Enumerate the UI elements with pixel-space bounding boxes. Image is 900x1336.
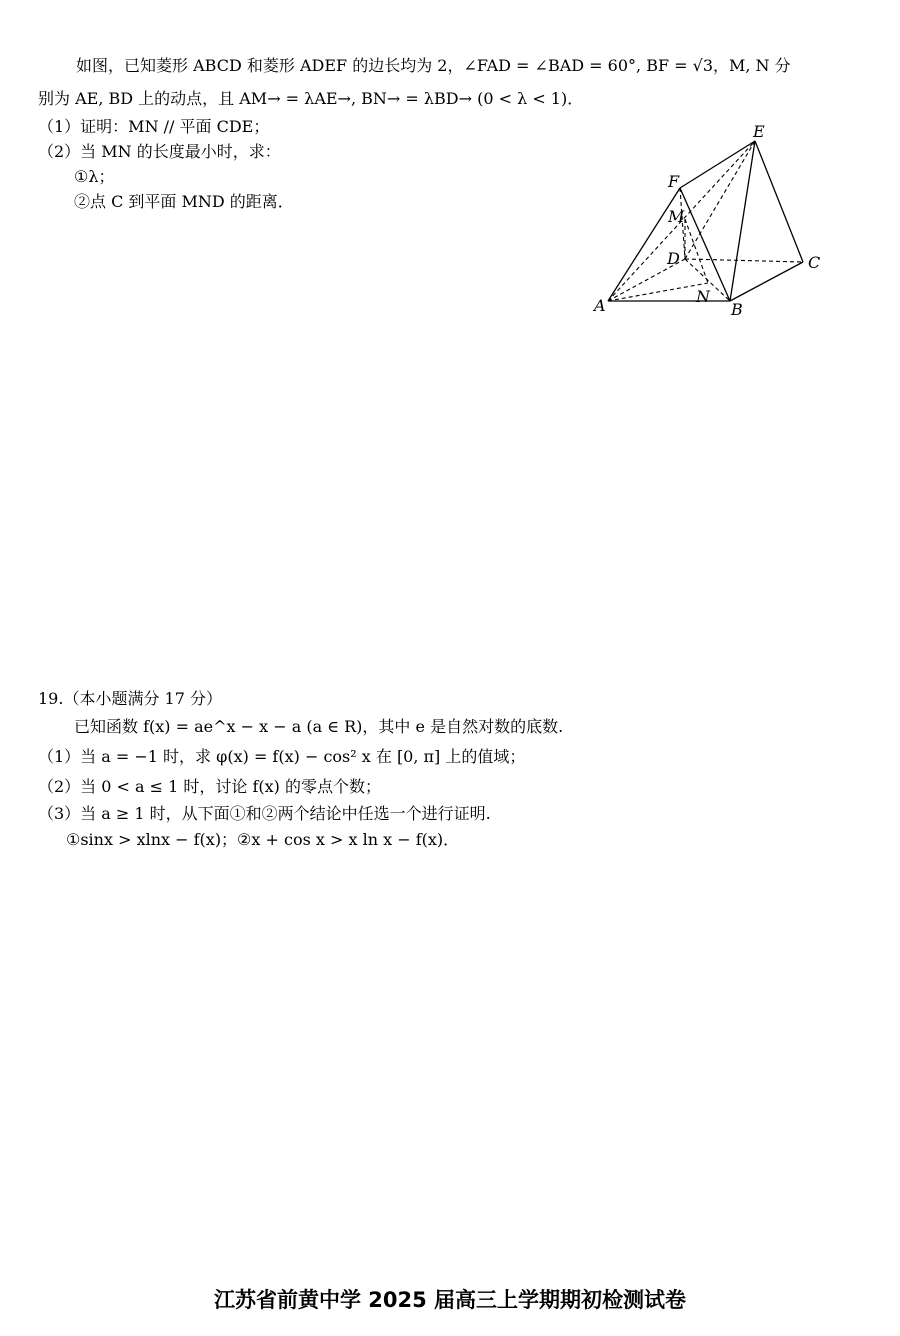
q19-part3-options: ①sinx > xlnx − f(x)；②x + cos x > x ln x − f(x)． [66, 830, 460, 849]
edge-DC [685, 259, 803, 262]
q19-header: 19.（本小题满分 17 分） [38, 689, 222, 708]
geometry-figure [585, 118, 835, 318]
label-E: E [753, 122, 765, 141]
label-A: A [594, 296, 606, 315]
label-N: N [696, 287, 710, 306]
label-C: C [808, 253, 821, 272]
edge-CB [730, 262, 803, 301]
edge-EC [755, 141, 803, 262]
q19-part2: （2）当 0 < a ≤ 1 时，讨论 f(x) 的零点个数； [38, 777, 382, 796]
q18-part2: （2）当 MN 的长度最小时，求： [38, 142, 281, 161]
edge-EB [730, 141, 755, 301]
label-M: M [668, 207, 685, 226]
q18-intro: 如图，已知菱形 ABCD 和菱形 ADEF 的边长均为 2，∠FAD = ∠BAD = 60°, BF = √3，M, N 分 [76, 56, 791, 75]
q19-intro: 已知函数 f(x) = ae^x − x − a (a ∈ R)，其中 e 是自然对数的底数. [74, 717, 564, 736]
q18-part2-b: ②点 C 到平面 MND 的距离． [74, 192, 294, 211]
label-F: F [668, 172, 680, 191]
q19-part3: （3）当 a ≥ 1 时，从下面①和②两个结论中任选一个进行证明. [38, 804, 491, 823]
edge-AN [608, 283, 708, 301]
page-footer-title: 江苏省前黄中学 2025 届高三上学期期初检测试卷 [213, 1288, 687, 1312]
edge-FE [680, 141, 755, 188]
q19-part1: （1）当 a = −1 时，求 φ(x) = f(x) − cos² x 在 [0, π] 上的值域； [38, 747, 526, 766]
q18-part1: （1）证明：MN // 平面 CDE； [38, 117, 270, 136]
q18-intro-cont: 别为 AE, BD 上的动点，且 AM→ = λAE→, BN→ = λBD→ (0 < λ < 1)． [38, 89, 584, 108]
edge-MN [685, 219, 708, 283]
label-B: B [731, 300, 743, 318]
q18-part2-a: ①λ； [74, 167, 115, 186]
label-D: D [667, 249, 680, 268]
edge-AF [608, 188, 680, 301]
edge-DE [685, 141, 755, 259]
